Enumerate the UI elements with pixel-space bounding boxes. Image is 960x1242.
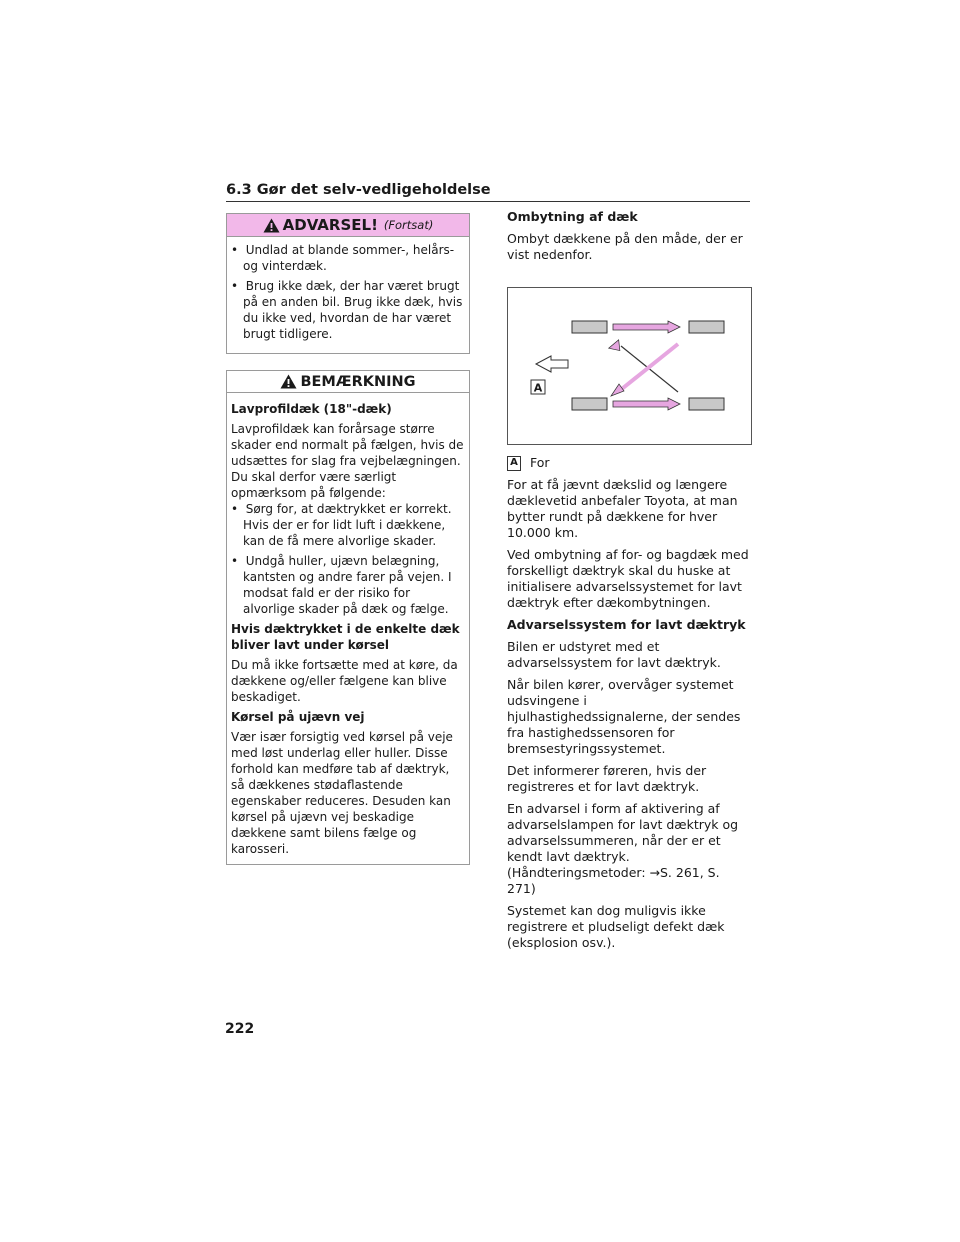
rotation-diagram-svg (508, 288, 751, 444)
paragraph: For at få jævnt dækslid og længere dæklevetid anbefaler Toyota, at man bytter rundt på dækkene for hver 10.000 km. (507, 477, 738, 540)
list-item: • Brug ikke dæk, der har været brugt på en anden bil. Brug ikke dæk, hvis du ikke ved, hvordan de har været brugt tidligere. (231, 279, 463, 341)
arrow-rear-to-right (613, 398, 680, 410)
warning-box-title (227, 214, 469, 237)
notice-heading-low-pressure: Hvis dæktrykket i de enkelte dæk bliver lavt under kørsel (231, 622, 460, 652)
tire-front-left (572, 321, 607, 333)
paragraph: Det informerer føreren, hvis der registreres et for lavt dæktryk. (507, 763, 707, 794)
notice-heading-rough-road: Kørsel på ujævn vej (231, 710, 365, 724)
heading-tire-rotation: Ombytning af dæk (507, 209, 638, 224)
paragraph: Når bilen kører, overvåger systemet udsvingene i hjulhastighedssignalerne, der sendes fra hastighedssensoren for bremsestyringssystemet. (507, 677, 741, 756)
notice-heading-low-profile: Lavprofildæk (18"-dæk) (231, 402, 392, 416)
diagram-legend (507, 455, 751, 471)
list-item: • Undlad at blande sommer-, helårs- og vinterdæk. (231, 243, 455, 273)
arrow-front-to-right (613, 321, 680, 333)
tire-rotation-diagram (507, 287, 752, 445)
legend-letter: A (507, 456, 521, 471)
tire-rear-right (689, 398, 724, 410)
notice-paragraph: Vær især forsigtig ved kørsel på veje med løst underlag eller huller. Disse forhold kan medføre tab af dæktryk, så dækkenes stødaflastende egenskaber reduceres. Desuden kan kørsel på ujævn vej beskadige dækkene samt bilens fælge og karosseri. (231, 730, 453, 856)
list-item: • Undgå huller, ujævn belægning, kantsten og andre farer på vejen. I modsat fald er der risiko for alvorlige skader på dæk og fælge. (231, 554, 452, 616)
paragraph: Systemet kan dog muligvis ikke registrere et pludseligt defekt dæk (eksplosion osv.). (507, 903, 725, 950)
notice-paragraph: Lavprofildæk kan forårsage større skader end normalt på fælgen, hvis de udsættes for slag fra vejbelægningen. Du skal derfor være særligt opmærksom på følgende: (231, 422, 464, 500)
forward-direction-arrow (536, 356, 568, 372)
warning-icon (263, 218, 280, 233)
tire-front-right (689, 321, 724, 333)
warning-subtitle: (Fortsat) (383, 218, 434, 232)
paragraph: En advarsel i form af aktivering af advarselslampen for lavt dæktryk og advarselssummeren, når der er et kendt lavt dæktryk. (Håndteringsmetoder: →S. 261, S. 271) (507, 801, 739, 896)
diagram-label-a: A (533, 381, 543, 395)
caution-icon (280, 374, 297, 389)
legend-text: For (530, 455, 550, 470)
section-header (226, 179, 750, 202)
notice-box (226, 370, 470, 865)
paragraph: Ved ombytning af for- og bagdæk med forskelligt dæktryk skal du huske at initialisere advarselssystemet for lavt dæktryk efter dækombytningen. (507, 547, 749, 610)
left-column (226, 213, 470, 881)
heading-tpws: Advarselssystem for lavt dæktryk (507, 617, 746, 632)
notice-body (227, 393, 469, 864)
right-column (507, 209, 751, 957)
paragraph: Bilen er udstyret med et advarselssystem for lavt dæktryk. (507, 639, 721, 670)
arrowhead-up-left (611, 384, 624, 396)
tire-rear-left (572, 398, 607, 410)
notice-title: BEMÆRKNING (300, 373, 416, 390)
section-title: 6.3 Gør det selv-vedligeholdelse (226, 182, 491, 198)
warning-box (226, 213, 470, 354)
notice-box-title (227, 371, 469, 393)
notice-paragraph: Du må ikke fortsætte med at køre, da dækkene og/eller fælgene kan blive beskadiget. (231, 658, 458, 704)
page-number: 222 (225, 1021, 255, 1037)
list-item: • Sørg for, at dæktrykket er korrekt. Hvis der er for lidt luft i dækkene, kan de få mere alvorlige skader. (231, 502, 452, 548)
paragraph: Ombyt dækkene på den måde, der er vist nedenfor. (507, 231, 743, 262)
warning-body (227, 237, 469, 353)
warning-title: ADVARSEL! (282, 216, 378, 234)
